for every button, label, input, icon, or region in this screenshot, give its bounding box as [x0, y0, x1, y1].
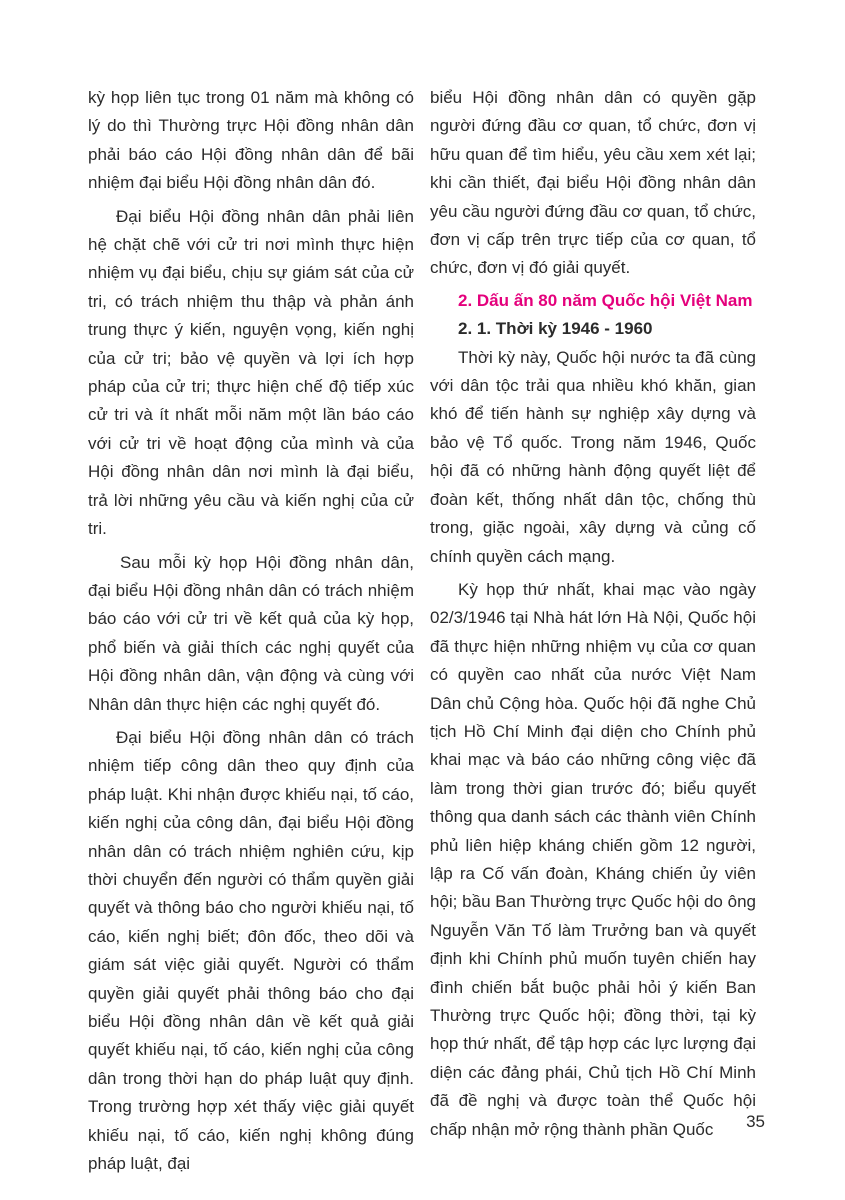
section-heading: 2. Dấu ấn 80 năm Quốc hội Việt Nam — [458, 290, 753, 310]
paragraph-after-session-report: Sau mỗi kỳ họp Hội đồng nhân dân, đại biểu Hội đồng nhân dân có trách nhiệm báo cáo với cử tri về kết quả của kỳ họp, phổ biến và giải thích các nghị quyết của Hội đồng nhân dân, vận động và cùng với Nhân dân thực hiện các nghị quyết đó. — [88, 552, 414, 714]
subsection-heading: 2. 1. Thời kỳ 1946 - 1960 — [458, 319, 653, 339]
paragraph-right-continuation: biểu Hội đồng nhân dân có quyền gặp người đứng đầu cơ quan, tổ chức, đơn vị hữu quan để tìm hiểu, yêu cầu xem xét lại; khi cần thiết, đại biểu Hội đồng nhân dân yêu cầu người đứng đầu cơ quan, tổ chức, đơn vị cấp trên trực tiếp của cơ quan, tổ chức, đơn vị đó giải quyết. — [430, 88, 756, 278]
paragraph-citizen-reception: Đại biểu Hội đồng nhân dân có trách nhiệm tiếp công dân theo quy định của pháp luật. Khi nhận được khiếu nại, tố cáo, kiến nghị của công dân, đại biểu Hội đồng nhân dân có trách nhiệm nghiên cứu, kịp thời chuyển đến người có thẩm quyền giải quyết và thông báo cho người khiếu nại, tố cáo, kiến nghị biết; đôn đốc, theo dõi và giám sát việc giải quyết. Người có thẩm quyền giải quyết phải thông báo cho đại biểu Hội đồng nhân dân về kết quả giải quyết khiếu nại, tố cáo, kiến nghị của công dân trong thời hạn do pháp luật quy định. Trong trường hợp xét thấy việc giải quyết khiếu nại, tố cáo, kiến nghị không đúng pháp luật, đại — [88, 727, 414, 1174]
right-column — [430, 84, 756, 1144]
paragraph-first-session: Kỳ họp thứ nhất, khai mạc vào ngày 02/3/1946 tại Nhà hát lớn Hà Nội, Quốc hội đã thực hiện những nhiệm vụ của cơ quan có quyền cao nhất của nước Việt Nam Dân chủ Cộng hòa. Quốc hội đã nghe Chủ tịch Hồ Chí Minh đại diện cho Chính phủ khai mạc và báo cáo những công việc đã làm trong thời gian trước đó; biểu quyết thông qua danh sách các thành viên Chính phủ liên hiệp kháng chiến gồm 12 người, lập ra Cố vấn đoàn, Kháng chiến ủy viên hội; bầu Ban Thường trực Quốc hội do ông Nguyễn Văn Tố làm Trưởng ban và quyết định khi Chính phủ muốn tuyên chiến hay đình chiến bắt buộc phải hỏi ý kiến Ban Thường trực Quốc hội; đồng thời, tại kỳ họp thứ nhất, để tập hợp các lực lượng đại diện các đảng phái, Chủ tịch Hồ Chí Minh đã đề nghị và được toàn thể Quốc hội chấp nhận mở rộng thành phần Quốc — [430, 579, 756, 1139]
left-column — [88, 84, 414, 1178]
paragraph-delegate-voter-contact: Đại biểu Hội đồng nhân dân phải liên hệ chặt chẽ với cử tri nơi mình thực hiện nhiệm vụ đại biểu, chịu sự giám sát của cử tri, có trách nhiệm thu thập và phản ánh trung thực ý kiến, nguyện vọng, kiến nghị của cử tri; bảo vệ quyền và lợi ích hợp pháp của cử tri; thực hiện chế độ tiếp xúc cử tri và ít nhất mỗi năm một lần báo cáo với cử tri về hoạt động của mình và của Hội đồng nhân dân nơi mình là đại biểu, trả lời những yêu cầu và kiến nghị của cử tri. — [88, 206, 414, 539]
paragraph-period-overview: Thời kỳ này, Quốc hội nước ta đã cùng với dân tộc trải qua nhiều khó khăn, gian khó để tiến hành sự nghiệp xây dựng và bảo vệ Tổ quốc. Trong năm 1946, Quốc hội đã có những hành động quyết liệt để đoàn kết, thống nhất dân tộc, chống thù trong, giặc ngoài, xây dựng và củng cố chính quyền cách mạng. — [430, 347, 756, 566]
paragraph-continuation: kỳ họp liên tục trong 01 năm mà không có lý do thì Thường trực Hội đồng nhân dân phải báo cáo Hội đồng nhân dân để bãi nhiệm đại biểu Hội đồng nhân dân đó. — [88, 88, 414, 193]
page-number: 35 — [746, 1112, 765, 1131]
